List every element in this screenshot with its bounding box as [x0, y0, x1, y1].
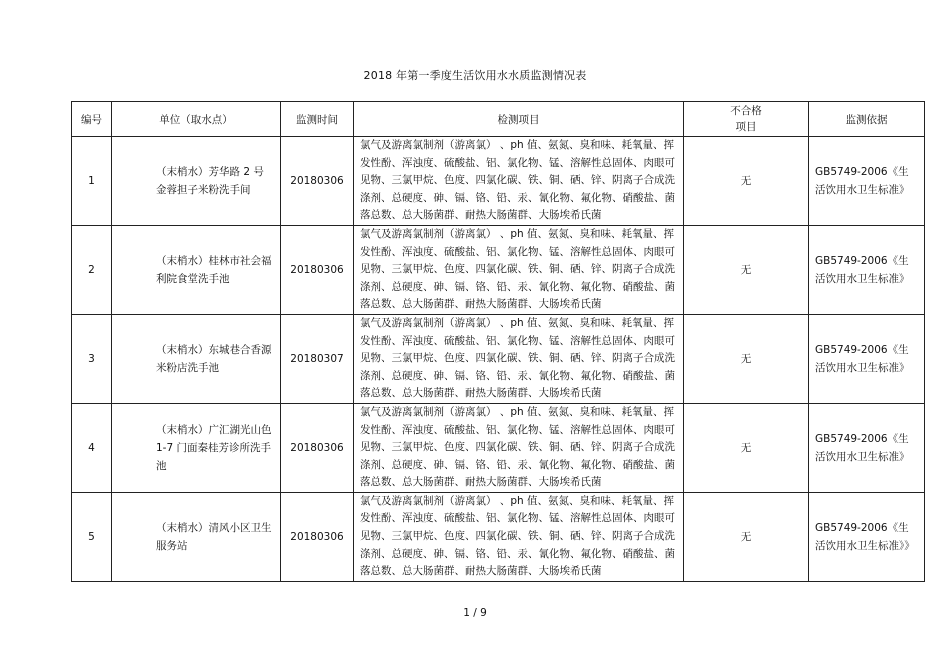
table-row — [72, 225, 925, 314]
cell-bad: 无 — [684, 225, 809, 314]
page-title: 2018 年第一季度生活饮用水水质监测情况表 — [363, 69, 587, 82]
cell-basis: GB5749-2006《生活饮用水卫生标准》 — [809, 137, 925, 226]
cell-unit: （末梢水）广汇湖光山色 1-7 门面秦桂芳诊所洗手池 — [112, 403, 281, 492]
cell-items: 氯气及游离氯制剂（游离氯） 、ph 值、氨氮、臭和味、耗氧量、挥发性酚、浑浊度、硫酸盐、铝、氯化物、锰、溶解性总固体、肉眼可见物、三氯甲烷、色度、四氯化碳、铁、铜、硒、锌、阴离子合成洗涤剂、总硬度、砷、镉、铬、铅、汞、氰化物、氟化物、硝酸盐、菌落总数、总大肠菌群、耐热大肠菌群、大肠埃希氏菌 — [354, 492, 684, 581]
cell-basis: GB5749-2006《生活饮用水卫生标准》 — [809, 403, 925, 492]
table-header-row — [72, 102, 925, 137]
header-basis: 监测依据 — [809, 102, 925, 137]
header-num: 编号 — [72, 102, 112, 137]
cell-bad: 无 — [684, 492, 809, 581]
header-bad-line1: 不合格 — [730, 105, 762, 117]
cell-time: 20180306 — [281, 492, 354, 581]
header-unit: 单位（取水点） — [112, 102, 281, 137]
cell-time: 20180306 — [281, 137, 354, 226]
cell-unit: （末梢水）东城巷合香源米粉店洗手池 — [112, 314, 281, 403]
cell-unit: （末梢水）清风小区卫生服务站 — [112, 492, 281, 581]
table-row — [72, 492, 925, 581]
table-row — [72, 403, 925, 492]
cell-num: 4 — [72, 403, 112, 492]
page-number: 1 / 9 — [463, 607, 487, 619]
cell-unit: （末梢水）芳华路 2 号金蓉担子米粉洗手间 — [112, 137, 281, 226]
water-quality-table — [71, 101, 925, 582]
cell-num: 3 — [72, 314, 112, 403]
cell-num: 2 — [72, 225, 112, 314]
cell-basis: GB5749-2006《生活饮用水卫生标准》》 — [809, 492, 925, 581]
cell-items: 氯气及游离氯制剂（游离氯） 、ph 值、氨氮、臭和味、耗氧量、挥发性酚、浑浊度、硫酸盐、铝、氯化物、锰、溶解性总固体、肉眼可见物、三氯甲烷、色度、四氯化碳、铁、铜、硒、锌、阴离子合成洗涤剂、总硬度、砷、镉、铬、铅、汞、氰化物、氟化物、硝酸盐、菌落总数、总大肠菌群、耐热大肠菌群、大肠埃希氏菌 — [354, 137, 684, 226]
cell-bad: 无 — [684, 403, 809, 492]
cell-basis: GB5749-2006《生活饮用水卫生标准》 — [809, 314, 925, 403]
cell-items: 氯气及游离氯制剂（游离氯） 、ph 值、氨氮、臭和味、耗氧量、挥发性酚、浑浊度、硫酸盐、铝、氯化物、锰、溶解性总固体、肉眼可见物、三氯甲烷、色度、四氯化碳、铁、铜、硒、锌、阴离子合成洗涤剂、总硬度、砷、镉、铬、铅、汞、氰化物、氟化物、硝酸盐、菌落总数、总大肠菌群、耐热大肠菌群、大肠埃希氏菌 — [354, 314, 684, 403]
cell-unit: （末梢水）桂林市社会福利院食堂洗手池 — [112, 225, 281, 314]
cell-basis: GB5749-2006《生活饮用水卫生标准》 — [809, 225, 925, 314]
cell-time: 20180306 — [281, 403, 354, 492]
header-time: 监测时间 — [281, 102, 354, 137]
table-row — [72, 137, 925, 226]
cell-items: 氯气及游离氯制剂（游离氯） 、ph 值、氨氮、臭和味、耗氧量、挥发性酚、浑浊度、硫酸盐、铝、氯化物、锰、溶解性总固体、肉眼可见物、三氯甲烷、色度、四氯化碳、铁、铜、硒、锌、阴离子合成洗涤剂、总硬度、砷、镉、铬、铅、汞、氰化物、氟化物、硝酸盐、菌落总数、总大肠菌群、耐热大肠菌群、大肠埃希氏菌 — [354, 403, 684, 492]
cell-time: 20180306 — [281, 225, 354, 314]
table-row — [72, 314, 925, 403]
cell-num: 1 — [72, 137, 112, 226]
header-bad-line2: 项目 — [735, 121, 757, 133]
cell-num: 5 — [72, 492, 112, 581]
cell-bad: 无 — [684, 137, 809, 226]
header-items: 检测项目 — [354, 102, 684, 137]
header-bad — [684, 102, 809, 137]
cell-items: 氯气及游离氯制剂（游离氯） 、ph 值、氨氮、臭和味、耗氧量、挥发性酚、浑浊度、硫酸盐、铝、氯化物、锰、溶解性总固体、肉眼可见物、三氯甲烷、色度、四氯化碳、铁、铜、硒、锌、阴离子合成洗涤剂、总硬度、砷、镉、铬、铅、汞、氰化物、氟化物、硝酸盐、菌落总数、总大肠菌群、耐热大肠菌群、大肠埃希氏菌 — [354, 225, 684, 314]
cell-bad: 无 — [684, 314, 809, 403]
cell-time: 20180307 — [281, 314, 354, 403]
